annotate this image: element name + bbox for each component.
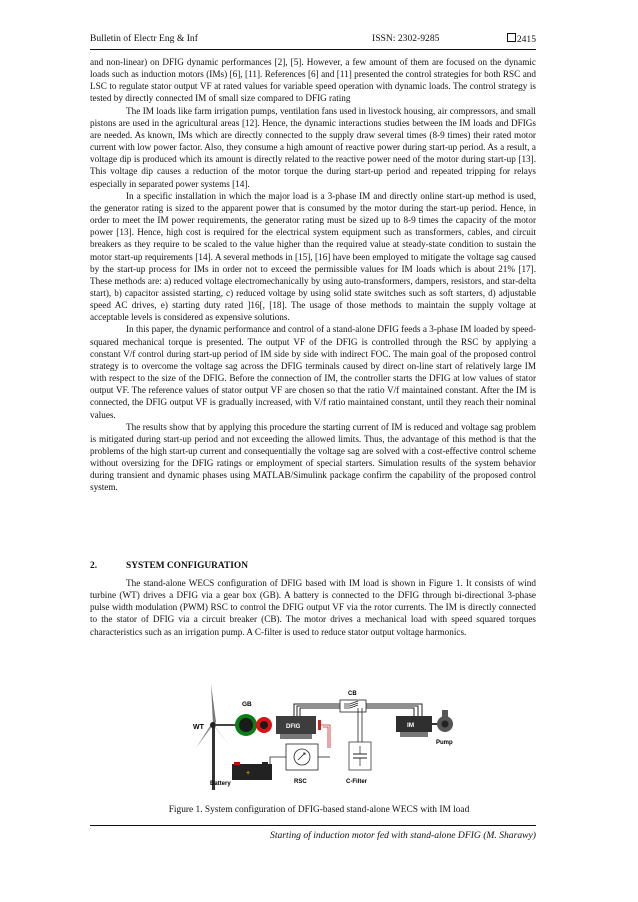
gearbox-icon (235, 714, 272, 736)
intro-body (90, 56, 536, 494)
footer-rule (90, 825, 536, 826)
pump-icon (432, 710, 453, 732)
paragraph: and non-linear) on DFIG dynamic performances [2], [5]. However, a few amount of them are focused on the dynamic loads such as induction motors (IMs) [6], [11]. References [6] and [11] presented the control strategies for both RSC and LSC to regulate stator output VF at rated values for variable speed operation with dynamic loads. The control strategy is tested by directly connected IM of small size compared to DFIG rating (90, 57, 536, 104)
wind-turbine-icon (196, 684, 230, 790)
issn: ISSN: 2302-9285 (372, 33, 440, 44)
paragraph: The IM loads like farm irrigation pumps, ventilation fans used in livestock housing, air compressors, and small pistons are used in the agricultural areas [12]. Hence, the dynamic interactions studies between the IM loads and DFIGs are needed. As known, IMs which are directly connected to the supply draw several times (8-9 times) their rated motor current with low power factor. Also, they consume a high amount of reactive power during start-up period. As a result, a voltage dip is produced which its amount is directly related to the reactive power need of the motor during start-up [13]. This voltage dip causes a reduction of the motor torque the during start-up period and repeated tripping for relays especially in separated power systems [14]. (90, 105, 536, 189)
slip-rings (318, 720, 321, 730)
paragraph: The stand-alone WECS configuration of DFIG based with IM load is shown in Figure 1. It consists of wind turbine (WT) drives a DFIG via a gear box (GB). A battery is connected to the DFIG through bi-directional 3-phase pulse width modulation (PWM) RSC to control the DFIG output VF via the rotor currents. The IM is directly connected to the stator of DFIG via a circuit breaker (CB). The motor drives a mechanical load with speed squared torques characteristics such as an irrigation pump. A C-filter is used to reduce stator output voltage harmonics. (90, 578, 536, 637)
battery-label: Battery (210, 781, 231, 787)
system-configuration-figure (190, 680, 455, 790)
wt-label: WT (193, 724, 204, 731)
running-header (90, 33, 536, 47)
shaft (215, 724, 237, 726)
dfig-label: DFIG (286, 724, 301, 730)
checkbox-icon (507, 33, 516, 42)
figure-caption: Figure 1. System configuration of DFIG-based stand-alone WECS with IM load (168, 805, 470, 815)
section-title: SYSTEM CONFIGURATION (126, 561, 248, 571)
page-number: 2415 (507, 33, 536, 45)
im-label: IM (407, 722, 415, 729)
running-footer: Starting of induction motor fed with stand-alone DFIG (M. Sharawy) (270, 830, 536, 841)
rotor-lines (321, 725, 330, 748)
rsc-converter-icon (286, 744, 330, 770)
section-heading (90, 561, 248, 571)
section-body (90, 577, 536, 638)
section-number: 2. (90, 561, 98, 571)
header-rule (90, 49, 536, 50)
paragraph: In a specific installation in which the major load is a 3-phase IM and directly online start-up method is used, the generator rating is sized to the apparent power that is consumed by the motor during the start-up period. Hence, in order to meet the IM power requirements, the generator rating must be sized up to 8-9 times the capacity of the motor power [13]. Hence, high cost is required for the electrical system equipment such as transformers, cables, and circuit breakers as they require to be scaled to the value higher than the required value at steady-state condition to sustain the motor start-up requirements [14]. A several methods in [15], [16] have been employed to mitigate the voltage sag caused by the start-up process for IMs in order not to exceed the permissible values for IM loads which is about 21% [17]. These methods are: a) reduced voltage electromechanically by using auto-transformers, dampers, resistors, and star-delta start), b) capacitor assisted starting, c) reduced voltage by using solid state switches such as soft starters, d) adjustable speed AC drives, e) starting duty rated ]16[, [18]. The usage of those methods to maintain the supply voltage at acceptable levels is considered as expensive solutions. (90, 190, 536, 323)
battery-icon (232, 757, 286, 780)
cb-label: CB (348, 691, 357, 697)
journal-name: Bulletin of Electr Eng & Inf (90, 33, 198, 44)
c-filter-icon (349, 708, 371, 770)
paragraph: In this paper, the dynamic performance and control of a stand-alone DFIG feeds a 3-phase IM loaded by speed-squared mechanical torque is presented. The output VF of the DFIG is controlled through the RSC by applying a constant V/f control during start-up period of IM side by side with indirect FOC. The main goal of the proposed control strategy is to overcome the voltage sag across the DFIG terminals caused by direct on-line start of relatively large IM with respect to the size of the DFIG. Before the connection of IM, the controller starts the DFIG at low values of stator output VF. The reference values of stator output VF are chosen so that the ratio V/f maintained constant. After the IM is connected, the DFIG output VF is gradually increased, with V/f ratio maintained constant, until they reach their nominal values. (90, 324, 536, 420)
c-filter-label: C-Filter (346, 779, 367, 785)
paragraph: The results show that by applying this procedure the starting current of IM is reduced and voltage sag problem is mitigated during start-up period and not exceeding the allowed limits. Thus, the advantage of this method is that the problems of the high start-up current and consequentially the voltage sag are solved with a cost-effective control scheme without oversizing for the DFIG ratings or employment of special starters. Simulation results of the system behavior during transient and dynamic phases using MATLAB/Simulink package confirm the capability of the proposed control system. (90, 421, 536, 493)
gb-label: GB (242, 701, 252, 708)
pump-label: Pump (436, 740, 453, 746)
rsc-label: RSC (294, 779, 307, 785)
svg-text:+: + (246, 770, 251, 777)
